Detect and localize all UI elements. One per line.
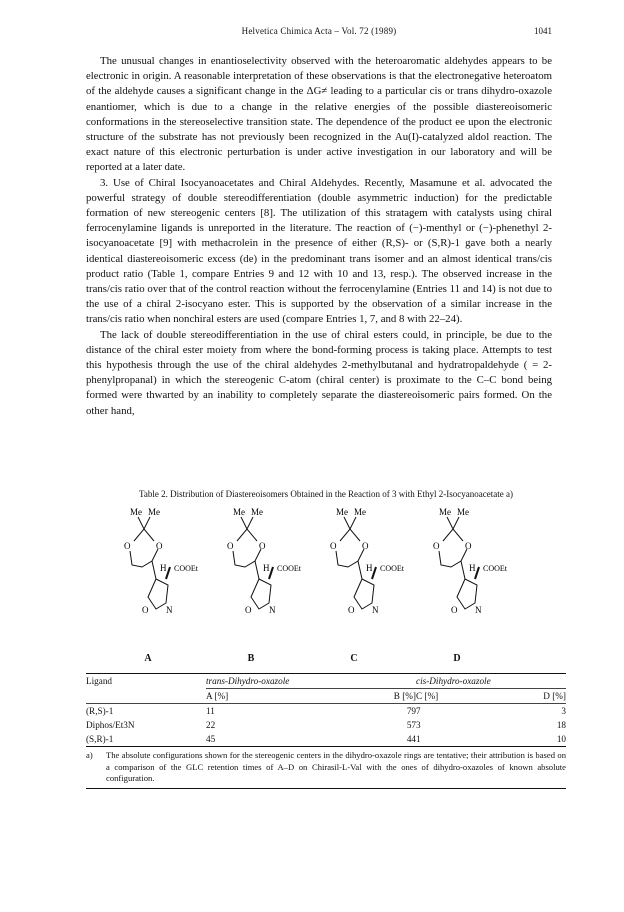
table-row <box>86 732 566 747</box>
ligand-cell: (S,R)-1 <box>86 734 114 744</box>
header-row <box>86 674 566 689</box>
me-label: Me <box>233 507 245 517</box>
structure-label: D <box>453 653 461 664</box>
ester-label: COOEt <box>483 564 507 573</box>
o-label: O <box>330 541 337 551</box>
value-d: 3 <box>561 706 566 716</box>
body-text <box>86 54 552 419</box>
structure-b <box>211 503 331 673</box>
data-table <box>86 673 566 747</box>
o-label: O <box>227 541 234 551</box>
h-label: H <box>469 563 476 573</box>
n-label: N <box>166 605 173 615</box>
value-c: 3 <box>416 720 421 730</box>
footnote-mark: a) <box>86 750 93 760</box>
structure-d <box>417 503 537 673</box>
running-header <box>86 26 552 40</box>
ring-o-label: O <box>348 605 355 615</box>
structure-d-drawing <box>417 503 537 653</box>
value-b: 79 <box>406 706 416 716</box>
me-label-2: Me <box>457 507 469 517</box>
ring-o-label: O <box>245 605 252 615</box>
o-label-2: O <box>156 541 163 551</box>
ligand-cell: Diphos/Et3N <box>86 720 135 730</box>
subheader-b: B [%] <box>336 689 416 704</box>
value-d: 10 <box>556 734 566 744</box>
structure-a <box>108 503 228 673</box>
table-row <box>86 704 566 719</box>
h-label: H <box>160 563 167 573</box>
cis-group-header: cis-Dihydro-oxazole <box>416 676 491 686</box>
subheader-a: A [%] <box>206 689 336 704</box>
subheader-d: D [%] <box>496 689 566 704</box>
structure-c-drawing <box>314 503 434 653</box>
page-number: 1041 <box>534 26 552 36</box>
o-label-2: O <box>259 541 266 551</box>
ester-label: COOEt <box>174 564 198 573</box>
table-end-rule <box>86 788 566 789</box>
o-label-2: O <box>362 541 369 551</box>
value-a: 45 <box>206 734 216 744</box>
trans-group-header: trans-Dihydro-oxazole <box>206 676 290 686</box>
ester-label: COOEt <box>380 564 404 573</box>
value-a: 22 <box>206 720 216 730</box>
value-b: 44 <box>406 734 416 744</box>
value-c: 7 <box>416 706 421 716</box>
structure-row <box>86 503 566 673</box>
h-label: H <box>263 563 270 573</box>
footnote-text: The absolute configurations shown for the stereogenic centers in the dihydro-oxazole rings are tentative; their attribution is based on a comparison of the GLC retention times of A–D on Chirasil-L-Val with the ones of dihydro-oxazoles of known absolute configuration. <box>106 750 566 783</box>
ester-label: COOEt <box>277 564 301 573</box>
paragraph-3: The lack of double stereodifferentiation in the use of chiral esters could, in principle, be due to the distance of the chiral ester moiety from where the bond-forming process is taking place. Attempts to test this hypothesis through the use of the chiral aldehydes 2-methylbutanal and hydratropaldehyde ( = 2-phenylpropanal) in which the stereogenic C-atom (chiral center) is proximate to the C–C bond being formed were thwarted by an inability to completely separate the diastereoisomeric pairs formed. On the other hand, <box>86 328 552 417</box>
me-label-2: Me <box>354 507 366 517</box>
value-c: 1 <box>416 734 421 744</box>
table-footnote <box>86 750 566 785</box>
value-d: 18 <box>556 720 566 730</box>
table-row <box>86 718 566 732</box>
me-label-2: Me <box>148 507 160 517</box>
n-label: N <box>269 605 276 615</box>
ring-o-label: O <box>451 605 458 615</box>
ligand-header: Ligand <box>86 676 113 687</box>
table-2 <box>86 489 566 789</box>
value-a: 11 <box>206 706 215 716</box>
paragraph-1: The unusual changes in enantioselectivity observed with the heteroaromatic aldehydes appears to be electronic in origin. A reasonable interpretation of these observations is that the electronegative heteroatom of the aldehyde causes a significant change in the ΔG≠ leading to a particular cis or trans dihydro-oxazole enantiomer, which is due to a change in the relative energies of the possible diastereoisomeric conformations in the stereoselective transition state. The dependence of the product ee upon the electronic structure of the substrate has not previously been recognized in the Au(I)-catalyzed aldol reaction. The exact nature of this electronic perturbation is under active investigation in our laboratory and will be reported at a later date. <box>86 55 552 174</box>
table-caption: Table 2. Distribution of Diastereoisomers Obtained in the Reaction of 3 with Ethyl 2-Isocyanoacetate a) <box>138 489 513 499</box>
o-label: O <box>433 541 440 551</box>
structure-label: A <box>144 653 152 664</box>
paragraph-2: 3. Use of Chiral Isocyanoacetates and Chiral Aldehydes. Recently, Masamune et al. advocated the powerful strategy of double stereodifferentiation (double asymmetric induction) for the predictable formation of new stereogenic centers [8]. The utilization of this stratagem with catalysts using chiral ferrocenylamine ligands is unreported in the literature. The reaction of (−)-menthyl or (−)-phenethyl 2-isocyanoacetate [9] with methacrolein in the presence of either (R,S)- or (S,R)-1 gave both a nearly identical diastereoisomeric excess (de) in the predominant trans isomer and an almost identical trans/cis product ratio (Table 1, compare Entries 9 and 12 with 10 and 13, resp.). The observed increase in the trans/cis ratio over that of the control reaction without the ferrocenylamine (Entries 11 and 14) is not due to the use of a chiral 2-isocyano ester. This is supported by the observation of a similar increase in the trans/cis ratio when nonchiral esters are used (compare Entries 1, 7, and 8 with 22–24). <box>86 176 552 326</box>
journal-title: Helvetica Chimica Acta – Vol. 72 (1989) <box>241 26 397 36</box>
me-label-2: Me <box>251 507 263 517</box>
me-label: Me <box>439 507 451 517</box>
o-label-2: O <box>465 541 472 551</box>
me-label: Me <box>336 507 348 517</box>
n-label: N <box>475 605 482 615</box>
ring-o-label: O <box>142 605 149 615</box>
value-b: 57 <box>406 720 416 730</box>
structure-label: C <box>350 653 358 664</box>
structure-label: B <box>247 653 255 664</box>
me-label: Me <box>130 507 142 517</box>
structure-b-drawing <box>211 503 331 653</box>
structure-c <box>314 503 434 673</box>
o-label: O <box>124 541 131 551</box>
h-label: H <box>366 563 373 573</box>
ligand-cell: (R,S)-1 <box>86 706 114 716</box>
subheader-row <box>86 689 566 704</box>
subheader-c: C [%] <box>416 689 496 704</box>
structure-a-drawing <box>108 503 228 653</box>
n-label: N <box>372 605 379 615</box>
